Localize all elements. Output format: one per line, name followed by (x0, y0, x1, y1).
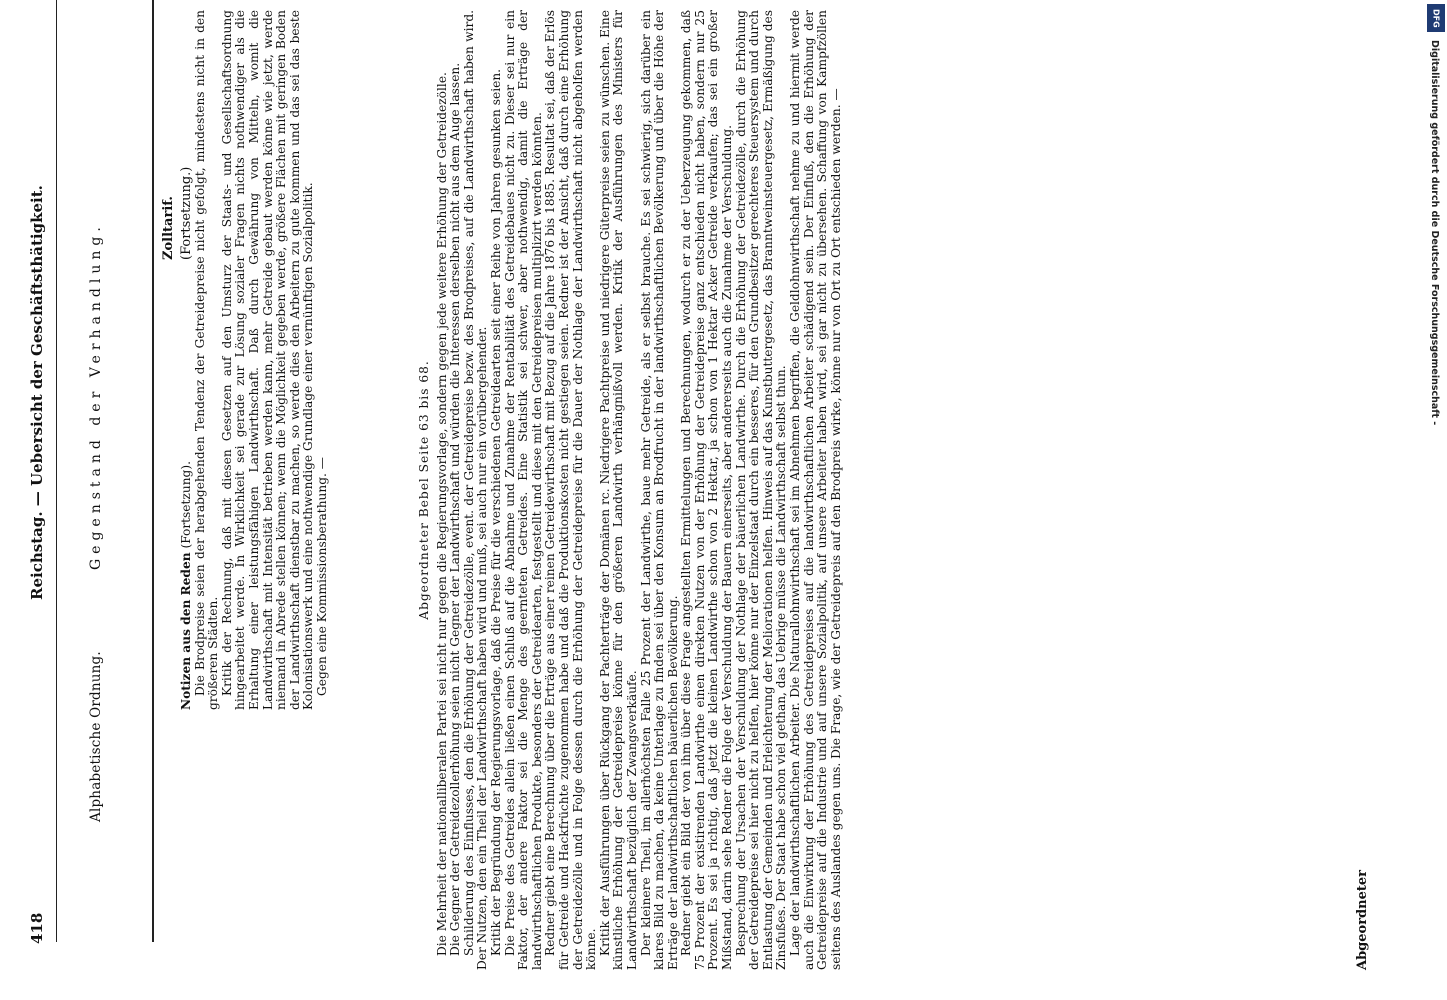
dfg-credit-text: Digitalisierung gefördert durch die Deutsche Forschungsgemeinschaft - (1429, 40, 1440, 426)
subject-title: Zolltarif. (161, 196, 176, 260)
page-number: 418 (28, 912, 46, 944)
dfg-logo: DFG (1427, 4, 1445, 32)
paragraph: Besprechung der Ursachen der Verschuldung der Nothlage der bäuerlichen Landwirthe. Durch die Erhöhung der Getreidezölle, durch die Erhöhung der Getreidepreise sei hier nicht zu helfen, hier könne nur der Einzelstaat durch ein besseres, für den Grundbesitzer gerechteres Steuersystem und durch Entlastung der Gemeinden und Erleichterung der Meliorationen helfen. Hinweis auf das Kunstbuttergesetz, das Branntweinsteuergesetz, Ermäßigung des Zinsfußes. Der Staat habe schon viel gethan, das Uebrige müsse die Landwirthschaft selbst thun. (733, 10, 789, 970)
speaker-heading: Abgeordneter Bebel Seite 63 bis 68. (417, 360, 431, 620)
body-text-lower (410, 10, 843, 970)
paragraph: Der kleinere Theil, im allerhöchsten Falle 25 Prozent der Landwirthe, baue mehr Getreide, als er selbst brauche. Es sei schwierig, sich darüber ein klares Bild zu machen, da keine Unterlage zu finden sei über den Konsum an Brodfrucht in der landwirthschaftlichen Bevölkerung und über die Höhe der Erträge der landwirthschaftlichen bäuerlichen Bevölkerung. (638, 10, 680, 970)
subject-subtitle: (Fortsetzung.) (179, 166, 194, 260)
paragraph: Redner giebt ein Bild der von ihm über diese Frage angestellten Ermittelungen und Berechnungen, wodurch er zu der Ueberzeugung gekommen, daß 75 Prozent der existirenden Landwirthe einen direkten Nutzen von der Erhöhung der Getreidepreise ganz entschieden nicht haben, sondern nur 25 Prozent. Es sei ja richtig, daß jetzt die kleinen Landwirthe schon von 2 Hektar, ja schon von 1 Hektar Acker Getreide verkaufen; das sei ein großer Mißstand, darin sehe Redner die Folge der Verschuldung der Bauern einerseits, aber andererseits auch die Zunahme der Verschuldung. (679, 10, 735, 970)
dfg-watermark (1421, 0, 1447, 1000)
paragraph: Schilderung des Einflusses, den die Erhöhung der Getreidezölle, event. der Getreidepreise bezw. des Brodpreises, auf die Landwirthschaft haben wird. Der Nutzen, den ein Theil der Landwirthschaft haben wird und muß, sei auch nur ein vorübergehender. (461, 10, 490, 970)
paragraph: Die Gegner der Getreidezollerhöhung seien nicht Gegner der Landwirthschaft und würden die Interessen derselben nicht aus dem Auge lassen. (448, 62, 463, 956)
paragraph: Die Mehrheit der nationalliberalen Partei sei nicht nur gegen die Regierungsvorlage, sondern gegen jede weitere Erhöhung der Getreidezölle. (434, 72, 449, 956)
body-text-upper (180, 10, 330, 710)
notes-heading (180, 10, 194, 710)
notes-lead: Notizen aus den Reden (179, 552, 193, 710)
paragraph: Kritik der Ausführungen über Rückgang der Pachterträge der Domänen rc. Niedrigere Pachtpreise und niedrigere Güterpreise seien zu wünschen. Eine künstliche Erhöhung der Getreidepreise könne für den größeren Landwirth verhängnißvoll werden. Kritik der Ausführungen des Ministers für Landwirthschaft bezüglich der Zwangsverkäufe. (597, 10, 639, 970)
paragraph: Lage der landwirthschaftlichen Arbeiter. Die Naturallohnwirthschaft sei im Abnehmen begriffen, die Geldlohnwirthschaft nehme zu und hiermit werde auch die Einwirkung der Erhöhung des Getreidepreises auf die landwirthschaftlichen Arbeiter schädigend sein. Der Einfluß, den die Erhöhung der Getreidepreise auf die Industrie und auf unsere Sozialpolitik, auf unsere Arbeiter haben wird, sei gar nicht zu übersehen. Schaffung von Kampfzöllen seitens des Auslandes gegen uns. Die Frage, wie der Getreidepreis auf den Brodpreis wirke, könne nur von Ort zu Ort entschieden werden. — (788, 10, 843, 970)
paragraph: Gegen eine Kommissionsberathung. — (314, 457, 329, 696)
column-head-subject: Gegenstand der Verhandlung. (88, 222, 104, 570)
running-title: Reichstag. — Uebersicht der Geschäftsthätigkeit. (28, 185, 46, 600)
paragraph: Kritik der Begründung der Regierungsvorlage, daß die Preise für die verschiedenen Getreidearten seit einer Reihe von Jahren gesunken seien. (488, 68, 503, 956)
paragraph: Die Brodpreise seien der herabgehenden Tendenz der Getreidepreise nicht gefolgt, mindestens nicht in den größeren Städten. (192, 10, 221, 710)
catchword: Abgeordneter (1355, 870, 1370, 970)
paragraph: Kritik der Rechnung, daß mit diesen Gesetzen auf den Umsturz der Staats- und Gesellschaftsordnung hingearbeitet werde. In Wirklichkeit sei gerade zur Lösung sozialer Fragen nichts nothwendiger als die Erhaltung einer leistungsfähigen Landwirthschaft. Daß durch Gewährung von Mitteln, womit die Landwirthschaft mit Intensität betrieben werden kann, mehr Getreide gebaut werden könne wie jetzt, werde niemand in Abrede stellen können; wenn die Möglichkeit gegeben werde, größere Flächen mit geringen Boden der Landwirthschaft dienstbar zu machen, so werde dies den Arbeitern zu gute kommen und das sei das beste Kolonisationswerk und eine nothwendige Grundlage einer vernünftigen Sozialpolitik. (219, 10, 316, 710)
section-rule (152, 0, 154, 942)
column-head-ordering: Alphabetische Ordnung. (88, 651, 104, 822)
header-rule (56, 0, 57, 942)
notes-lead-suffix: (Fortsetzung). (179, 461, 193, 553)
paragraph: Die Preise des Getreides allein ließen einen Schluß auf die Abnahme und Zunahme der Rentabilität des Getreidebaues nicht zu. Dieser sei nur ein Faktor, der andere Faktor sei die Menge des geernteten Getreides. Eine Statistik sei schwer, aber nothwendig, damit die Erträge der landwirthschaftlichen Produkte, besonders der Getreidearten, festgestellt und diese mit den Getreidepreisen multiplizirt werden könnten. (502, 10, 544, 970)
paragraph: Redner giebt eine Berechnung über die Erträge aus einer reinen Getreidewirthschaft mit Bezug auf die Jahre 1876 bis 1885. Resultat sei, daß der Erlös für Getreide und Hackfrüchte zugenommen habe und daß die Produktionskosten nicht gestiegen seien. Redner ist der Ansicht, daß durch eine Erhöhung der Getreidezölle und in Folge dessen durch die Erhöhung der Getreidepreise für die Dauer der Nothlage der Landwirthschaft nicht abgeholfen werden könne. (543, 10, 599, 970)
